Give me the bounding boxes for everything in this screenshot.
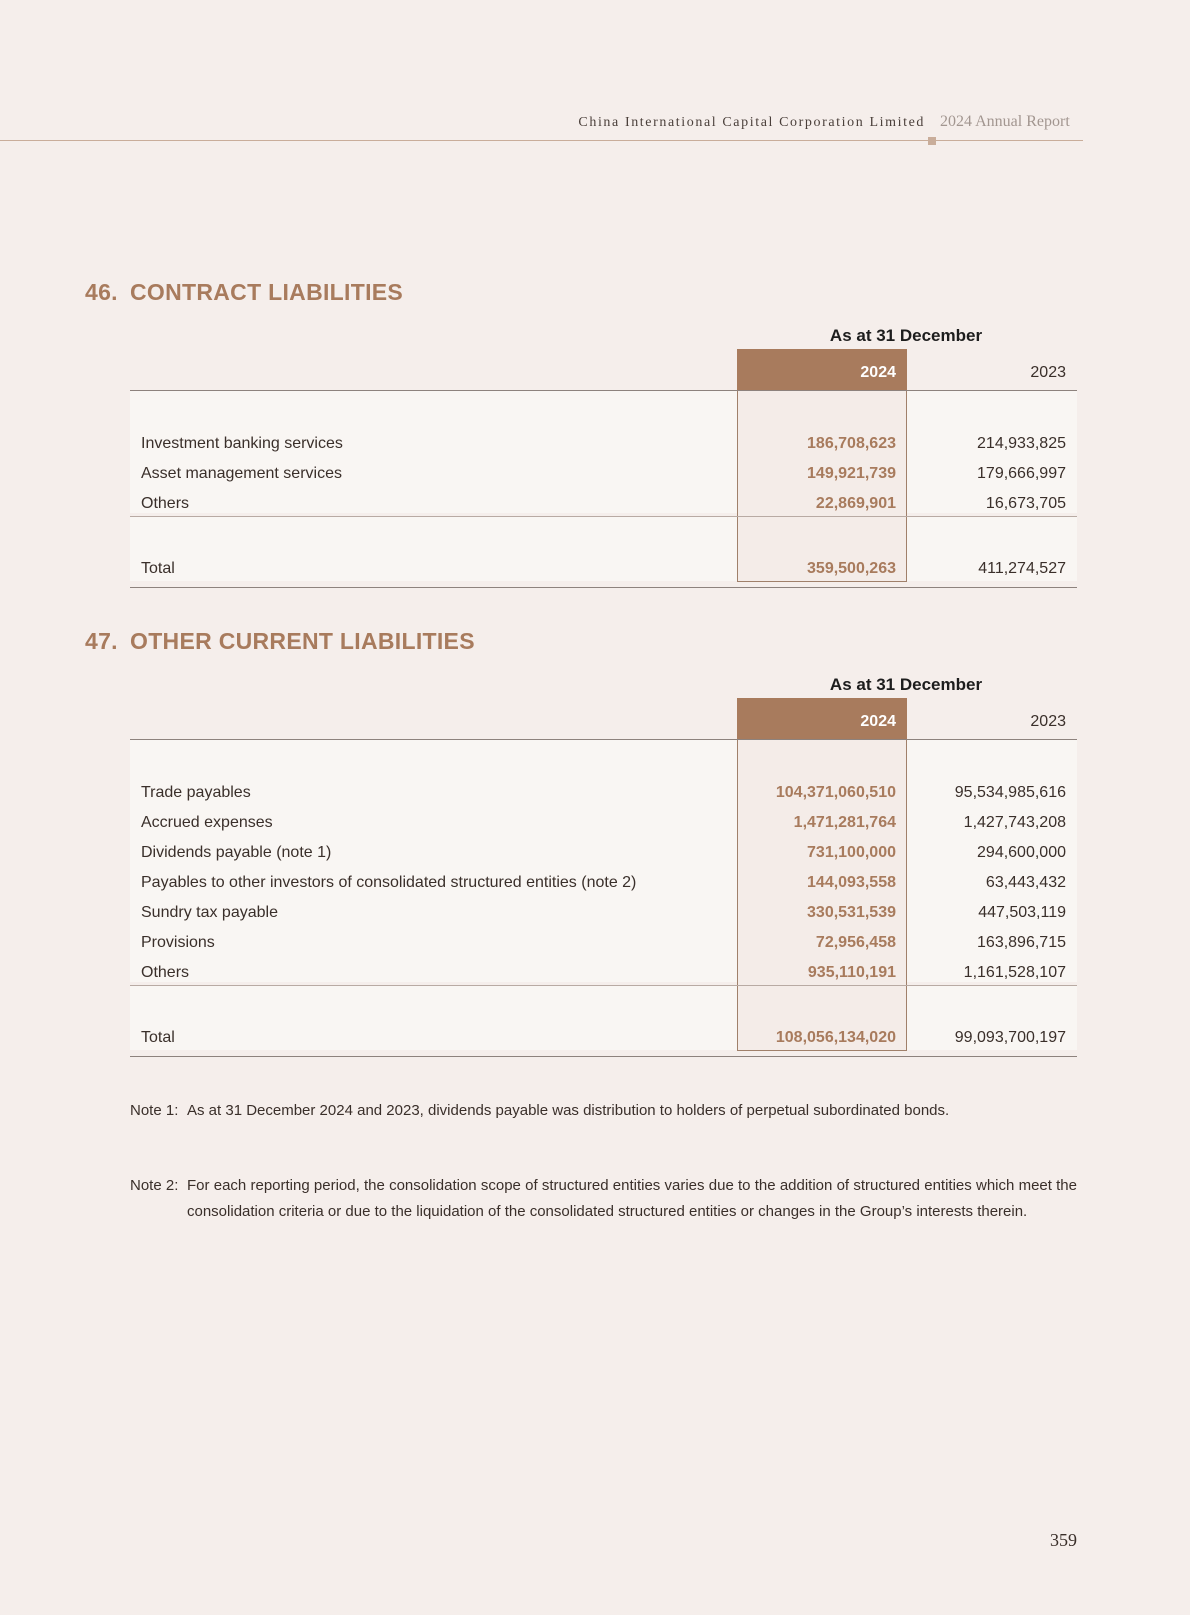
table-row [130,838,1077,868]
total-2023: 99,093,700,197 [954,1029,1066,1046]
row-label: Others [141,964,190,981]
page-number: 359 [1050,1530,1077,1550]
total-label: Total [141,1029,175,1046]
section-46-heading: CONTRACT LIABILITIES [130,279,404,305]
row-label: Sundry tax payable [141,904,278,921]
table-row [130,778,1077,808]
total-row [130,554,1077,584]
other-current-liabilities-table [130,674,1077,1059]
note-label: Note 2: [130,1177,179,1194]
year-2023-header: 2023 [1030,713,1066,730]
row-label: Dividends payable (note 1) [141,844,332,861]
table-row [130,489,1077,519]
total-2024: 108,056,134,020 [775,1029,896,1046]
value-2024: 186,708,623 [807,435,896,452]
value-2024: 144,093,558 [807,874,896,891]
header-company-name: China International Capital Corporation Limited [578,115,925,130]
table-row [130,868,1077,898]
total-2023: 411,274,527 [978,560,1066,577]
row-label: Asset management services [141,465,342,482]
value-2024: 731,100,000 [807,844,896,861]
note-text: As at 31 December 2024 and 2023, dividends payable was distribution to holders of perpetual subordinated bonds. [187,1102,950,1119]
value-2024: 72,956,458 [815,934,896,951]
note-label: Note 1: [130,1102,179,1119]
value-2023: 447,503,119 [978,904,1066,921]
year-2023-header: 2023 [1030,364,1066,381]
row-label: Accrued expenses [141,814,273,831]
value-2023: 1,161,528,107 [963,964,1066,981]
table-row [130,958,1077,988]
section-47-number: 47. [85,628,118,654]
total-2024: 359,500,263 [807,560,896,577]
table-row [130,928,1077,958]
as-at-header: As at 31 December [829,326,983,345]
table-row [130,459,1077,489]
header-marker [928,137,936,145]
total-rule [130,1056,1077,1057]
row-label: Others [141,495,190,512]
value-2024: 22,869,901 [815,495,896,512]
header-report-title: 2024 Annual Report [940,113,1070,130]
row-label: Investment banking services [141,435,343,452]
value-2023: 63,443,432 [985,874,1066,891]
total-rule [130,587,1077,588]
value-2023: 214,933,825 [977,435,1066,452]
header-rule [0,140,1083,141]
value-2024: 935,110,191 [807,964,896,981]
section-46-number: 46. [85,279,118,305]
note-1 [130,1098,1077,1124]
total-label: Total [141,560,175,577]
table-row [130,429,1077,459]
year-2024-header: 2024 [737,349,907,390]
value-2024: 149,921,739 [807,465,896,482]
subtotal-rule [130,516,1077,517]
row-label: Trade payables [141,784,251,801]
row-label: Provisions [141,934,215,951]
section-46-title [85,279,403,306]
value-2023: 95,534,985,616 [954,784,1066,801]
value-2023: 163,896,715 [977,934,1066,951]
section-47-title [85,628,475,655]
value-2023: 179,666,997 [977,465,1066,482]
row-label: Payables to other investors of consolidated structured entities (note 2) [141,874,637,891]
year-2024-header: 2024 [737,698,907,739]
value-2024: 104,371,060,510 [775,784,896,801]
value-2024: 330,531,539 [807,904,896,921]
note-2 [130,1173,1077,1225]
contract-liabilities-table [130,325,1077,590]
total-row [130,1023,1077,1053]
value-2024: 1,471,281,764 [793,814,896,831]
value-2023: 294,600,000 [977,844,1066,861]
value-2023: 1,427,743,208 [963,814,1066,831]
as-at-header: As at 31 December [829,675,983,694]
table-row [130,808,1077,838]
table-row [130,898,1077,928]
section-47-heading: OTHER CURRENT LIABILITIES [130,628,475,654]
note-text: For each reporting period, the consolidation scope of structured entities varies due to the addition of structured entities which meet the consolidation criteria or due to the liquidation of the consolidated structured entities or changes in the Group’s interests therein. [187,1177,1077,1220]
subtotal-rule [130,985,1077,986]
value-2023: 16,673,705 [985,495,1066,512]
